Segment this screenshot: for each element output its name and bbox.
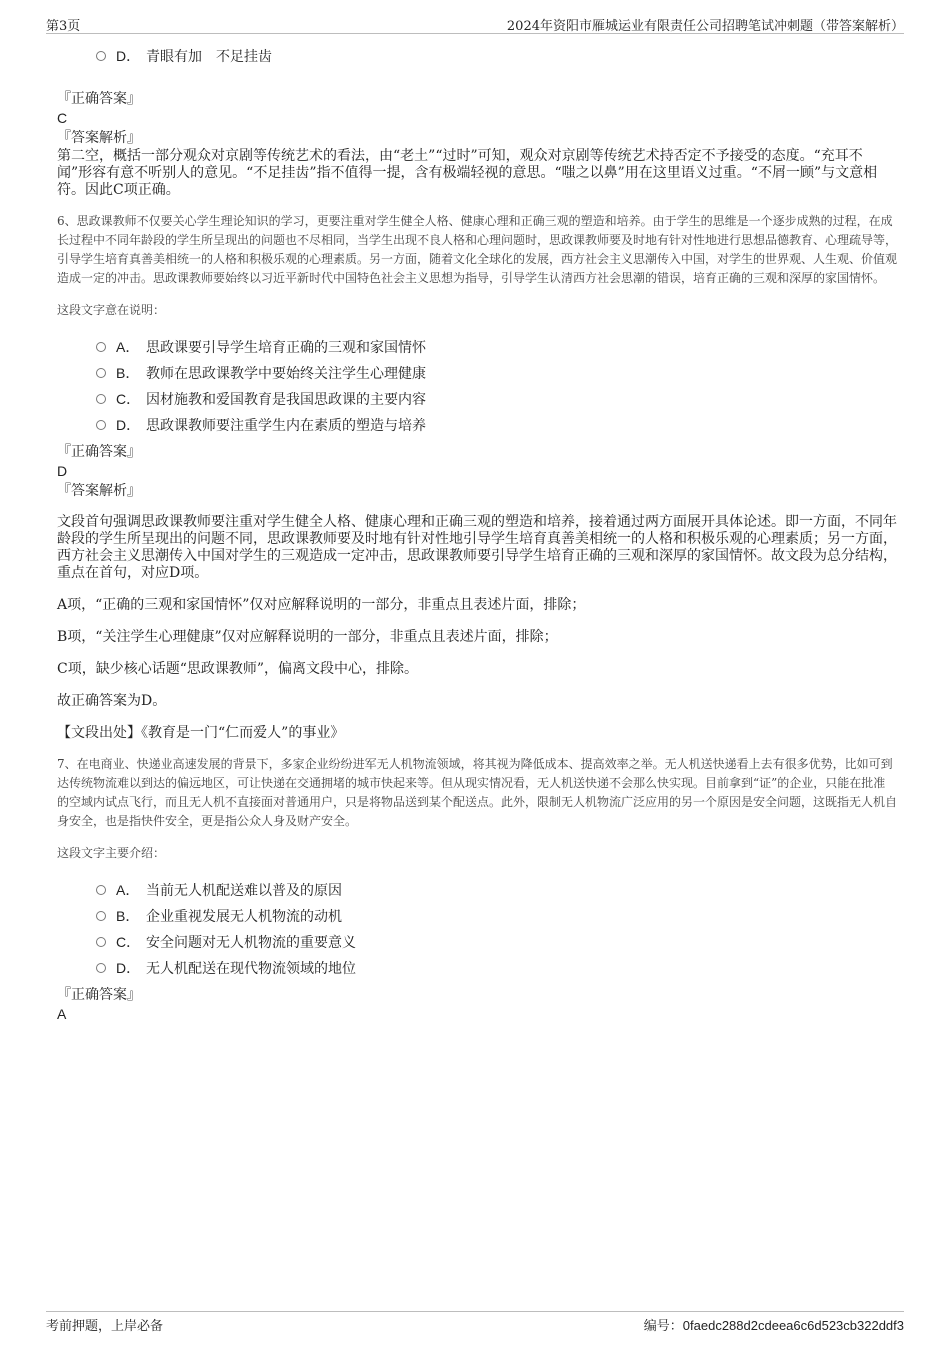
- option-text: 教师在思政课教学中要始终关注学生心理健康: [146, 366, 426, 382]
- q6-analysis-b: B项，“关注学生心理健康”仅对应解释说明的一部分，非重点且表述片面，排除；: [57, 629, 558, 645]
- radio-icon[interactable]: [96, 368, 106, 378]
- option-text: 因材施教和爱国教育是我国思政课的主要内容: [146, 392, 426, 408]
- option-letter: B．: [116, 908, 140, 924]
- option-text: 企业重视发展无人机物流的动机: [146, 909, 342, 925]
- q7-option-c[interactable]: [96, 929, 897, 955]
- option-text: 安全问题对无人机物流的重要意义: [146, 935, 356, 951]
- option-letter: C．: [116, 934, 141, 950]
- q7-option-b[interactable]: [96, 903, 897, 929]
- q7-options: [57, 877, 897, 981]
- header-divider: [46, 33, 904, 34]
- footer-slogan: 考前押题，上岸必备: [46, 1319, 164, 1334]
- q6-analysis-source: 【文段出处】《教育是一门“仁而爱人”的事业》: [57, 725, 345, 741]
- option-letter: B．: [116, 365, 140, 381]
- q5-option-d[interactable]: [96, 43, 897, 69]
- q5-answer: C: [57, 110, 68, 126]
- radio-icon[interactable]: [96, 420, 106, 430]
- option-letter: C．: [116, 391, 141, 407]
- q6-option-a[interactable]: [96, 334, 897, 360]
- option-text: 思政课教师要注重学生内在素质的塑造与培养: [146, 418, 426, 434]
- q6-analysis-c: C项，缺少核心话题“思政课教师”，偏离文段中心，排除。: [57, 661, 419, 677]
- q6-answer-tag: 『正确答案』: [57, 444, 141, 460]
- q5-analysis: 第二空，概括一部分观众对京剧等传统艺术的看法，由“老土”“过时”可知，观众对京剧等传统艺术持否定不予接受的态度。“充耳不闻”形容有意不听别人的意见。“不足挂齿”指不值得一提，含有极端轻视的意思。“嗤之以鼻”用在这里语义过重。“不屑一顾”与文意相符。因此C项正确。: [57, 148, 878, 198]
- q6-answer: D: [57, 463, 68, 479]
- footer-code-label: 编号：: [643, 1319, 683, 1334]
- radio-icon[interactable]: [96, 394, 106, 404]
- q6-option-d[interactable]: [96, 412, 897, 438]
- radio-icon[interactable]: [96, 51, 106, 61]
- q6-question-text: 6、思政课教师不仅要关心学生理论知识的学习，更要注重对学生健全人格、健康心理和正确三观的塑造和培养。由于学生的思维是一个逐步成熟的过程，在成长过程中不同年龄段的学生所呈现出的问题也不尽相同，当学生出现不良人格和心理问题时，思政课教师要及时地有针对性地进行思想品德教育、心理疏导等，引导学生培育真善美相统一的人格和积极乐观的心理素质。另一方面，随着文化全球化的发展，西方社会主义思潮传入中国，对学生的世界观、人生观、价值观造成一定的冲击。思政课教师要始终以习近平新时代中国特色社会主义思想为指导，引导学生认清西方社会思潮的错误，培育正确的三观和深厚的家国情怀。: [57, 214, 898, 285]
- radio-icon[interactable]: [96, 885, 106, 895]
- option-letter: D．: [116, 48, 141, 64]
- option-text: 思政课要引导学生培育正确的三观和家国情怀: [146, 340, 426, 356]
- q6-option-b[interactable]: [96, 360, 897, 386]
- q5-answer-tag: 『正确答案』: [57, 91, 141, 107]
- radio-icon[interactable]: [96, 963, 106, 973]
- option-letter: D．: [116, 417, 141, 433]
- option-text: 无人机配送在现代物流领域的地位: [146, 961, 356, 977]
- page-content: [57, 40, 897, 1024]
- option-text: 当前无人机配送难以普及的原因: [146, 883, 342, 899]
- radio-icon[interactable]: [96, 937, 106, 947]
- radio-icon[interactable]: [96, 911, 106, 921]
- q6-prompt: 这段文字意在说明：: [57, 303, 166, 317]
- footer-divider: [46, 1311, 904, 1312]
- q7-answer: A: [57, 1006, 67, 1022]
- option-text: 青眼有加 不足挂齿: [146, 49, 272, 65]
- q6-analysis-tag: 『答案解析』: [57, 483, 141, 499]
- q7-answer-tag: 『正确答案』: [57, 987, 141, 1003]
- footer-code: 0faedc288d2cdeea6c6d523cb322ddf3: [682, 1318, 904, 1333]
- q6-option-c[interactable]: [96, 386, 897, 412]
- page-number: 第3页: [46, 19, 81, 34]
- radio-icon[interactable]: [96, 342, 106, 352]
- q7-option-a[interactable]: [96, 877, 897, 903]
- option-letter: D．: [116, 960, 141, 976]
- q6-analysis-main: 文段首句强调思政课教师要注重对学生健全人格、健康心理和正确三观的塑造和培养，接着通过两方面展开具体论述。即一方面，不同年龄段的学生所呈现出的问题不同，思政课教师要及时地有针对性地引导学生培育真善美相统一的人格和积极乐观的心理素质；另一方面，西方社会主义思潮传入中国对学生的三观造成一定冲击，思政课教师要引导学生培育正确的三观和深厚的家国情怀。故文段为总分结构，重点在首句，对应D项。: [57, 514, 897, 581]
- q7-question-text: 7、在电商业、快递业高速发展的背景下，多家企业纷纷进军无人机物流领域，将其视为降低成本、提高效率之举。无人机送快递看上去有很多优势，比如可到达传统物流难以到达的偏远地区，可让快递在交通拥堵的城市快起来等。但从现实情况看，无人机送快递不会那么快实现。目前拿到“证”的企业，只能在批准的空域内试点飞行，而且无人机不直接面对普通用户，只是将物品送到某个配送点。此外，限制无人机物流广泛应用的另一个原因是安全问题，这既指无人机自身安全，也是指快件安全，更是指公众人身及财产安全。: [57, 757, 898, 828]
- q7-option-d[interactable]: [96, 955, 897, 981]
- q5-analysis-tag: 『答案解析』: [57, 130, 141, 146]
- option-letter: A．: [116, 882, 140, 898]
- q6-analysis-conclusion: 故正确答案为D。: [57, 693, 167, 709]
- q7-prompt: 这段文字主要介绍：: [57, 846, 166, 860]
- document-title: 2024年资阳市雁城运业有限责任公司招聘笔试冲刺题（带答案解析）: [506, 19, 904, 34]
- q6-analysis-a: A项，“正确的三观和家国情怀”仅对应解释说明的一部分，非重点且表述片面，排除；: [57, 597, 586, 613]
- option-letter: A．: [116, 339, 140, 355]
- q6-options: [57, 334, 897, 438]
- footer-code-block: [644, 1315, 904, 1334]
